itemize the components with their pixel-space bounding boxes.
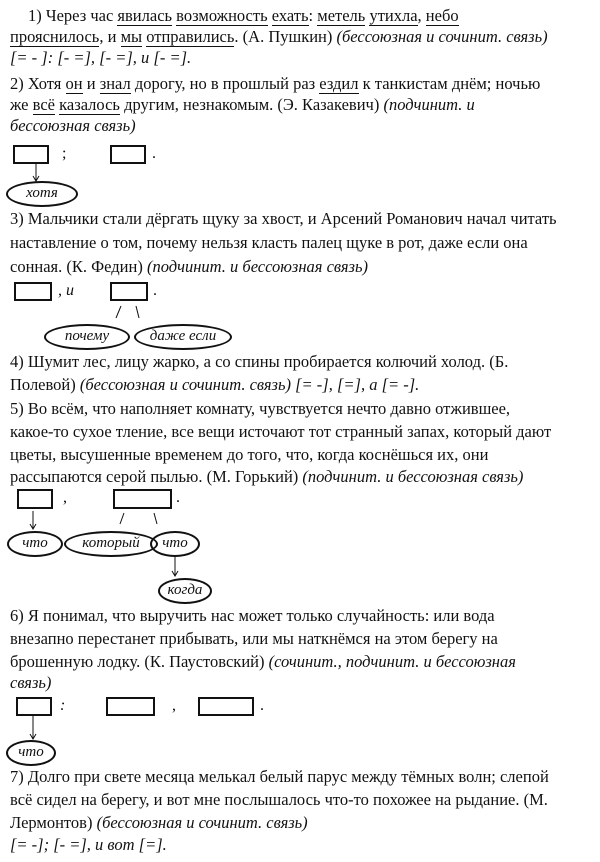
s1-subject: возможность [176, 6, 268, 25]
s5-arrow-head-1 [30, 524, 36, 529]
s5-comma: , [63, 489, 67, 506]
s5-line1: 5) Во всём, что наполняет комнату, чувствуется нечто давно отжившее, [10, 399, 511, 418]
s1-scheme: [= - ]: [- =], [- =], и [- =]. [10, 48, 192, 67]
s1-author: . (А. Пушкин) [234, 27, 333, 46]
s1-predicate-4: прояснилось [10, 27, 100, 46]
s2-predicate-2: ездил [319, 74, 359, 93]
s1-conj: , и [99, 27, 117, 46]
s2-text-4: же [10, 95, 29, 114]
s2-text: 2) Хотя [10, 74, 62, 93]
s2-subject-2: всё [32, 95, 55, 114]
s6-colon: : [60, 697, 66, 714]
s6-type: (сочинит., подчинит. и бессоюзная [268, 652, 516, 671]
s5-link-1 [120, 513, 124, 524]
s6-comma: , [172, 697, 176, 714]
s2-text-2: дорогу, но в прошлый раз [134, 74, 316, 93]
s1-type: (бессоюзная и сочинит. связь) [336, 27, 548, 46]
s1-predicate: явилась [117, 6, 173, 25]
s1-line1 [28, 6, 459, 26]
s6-line3 [10, 652, 516, 672]
s2-conj-oval: хотя [6, 181, 78, 207]
s6-clause-box-1 [16, 697, 52, 716]
s3-type: (подчинит. и бессоюзная связь) [146, 257, 368, 276]
s2-semicolon: ; [62, 145, 67, 162]
s3-line1: 3) Мальчики стали дёргать щуку за хвост, и Арсений Романович начал читать [10, 209, 557, 228]
s3-clause-box-2 [110, 282, 148, 301]
s4-scheme: (бессоюзная и сочинит. связь) [= -], [=], а [= -]. [79, 375, 420, 394]
s1-predicate-2: ехать [271, 6, 309, 25]
s2-text-3: к танкистам днём; ночью [362, 74, 541, 93]
s7-type: (бессоюзная и сочинит. связь) [96, 813, 308, 832]
s6-author: брошенную лодку. (К. Паустовский) [10, 652, 265, 671]
s7-line2: всё сидел на берегу, и вот мне послышалось что-то похожее на рыдание. (М. [10, 790, 548, 809]
s5-line4 [10, 467, 523, 487]
s2-line2 [10, 95, 475, 115]
s1-text: Через час [45, 6, 114, 25]
s4-line1: 4) Шумит лес, лицу жарко, а со спины пробирается колючий холод. (Б. [10, 352, 509, 371]
s7-line3 [10, 813, 308, 833]
s3-link-1 [116, 306, 121, 318]
s3-conj: , и [58, 282, 74, 299]
s6-period: . [260, 697, 264, 714]
s6-line2: внезапно перестанет прибывать, или мы наткнёмся на этом берегу на [10, 629, 498, 648]
s2-predicate-3: казалось [59, 95, 120, 114]
s3-line2: наставление о том, почему нельзя класть палец щуке в рот, даже если она [10, 233, 528, 252]
s2-author: другим, незнакомым. (Э. Казакевич) [124, 95, 380, 114]
s7-author: Лермонтов) [10, 813, 93, 832]
s5-author: рассыпаются серой пылью. (М. Горький) [10, 467, 299, 486]
s1-line2 [10, 27, 548, 47]
s3-line3 [10, 257, 368, 277]
s5-arrow-head-2 [172, 571, 178, 576]
s3-link-2 [136, 306, 139, 318]
s3-clause-box-1 [14, 282, 52, 301]
s2-clause-box-1 [13, 145, 49, 164]
s5-type: (подчинит. и бессоюзная связь) [302, 467, 524, 486]
s2-line1 [10, 74, 540, 94]
s1-subject-4: мы [120, 27, 143, 46]
s6-clause-box-2 [106, 697, 155, 716]
s6-line1: 6) Я понимал, что выручить нас может только случайность: или вода [10, 606, 495, 625]
s1-subject-3: небо [425, 6, 459, 25]
s5-link-2 [154, 513, 157, 524]
s2-subject: он [65, 74, 83, 93]
s6-conj-oval: что [6, 740, 56, 766]
s5-clause-box-2 [113, 489, 172, 509]
s3-conj-oval-1: почему [44, 324, 130, 350]
s2-period: . [152, 145, 156, 162]
s1-predicate-5: отправились [146, 27, 235, 46]
s1-predicate-3: утихла [369, 6, 418, 25]
s5-conj-oval-4: когда [158, 578, 212, 604]
s6-arrow-head [30, 734, 36, 739]
s5-line2: какое-то сухое тление, все вещи источают тот странный запах, который дают [10, 422, 552, 441]
s2-type-2: бессоюзная связь) [10, 116, 136, 135]
s5-line3: цветы, высушенные временем до того, что, когда коснёшься их, они [10, 445, 489, 464]
s1-subject-2: метель [317, 6, 366, 25]
s3-period: . [153, 282, 157, 299]
s1-colon: : [308, 6, 314, 25]
s5-conj-oval-2: который [64, 531, 158, 557]
s2-type: (подчинит. и [383, 95, 475, 114]
s5-period: . [176, 489, 180, 506]
s6-clause-box-3 [198, 697, 254, 716]
s6-type-2: связь) [10, 673, 52, 692]
s1-comma: , [417, 6, 422, 25]
s3-author: сонная. (К. Федин) [10, 257, 143, 276]
s2-predicate: знал [99, 74, 131, 93]
s7-line1: 7) Долго при свете месяца мелькал белый парус между тёмных волн; слепой [10, 767, 549, 786]
s2-clause-box-2 [110, 145, 146, 164]
s1-number: 1) [28, 6, 42, 25]
s5-conj-oval-1: что [7, 531, 63, 557]
s5-clause-box-1 [17, 489, 53, 509]
s2-particle: и [86, 74, 96, 93]
s3-conj-oval-2: даже если [134, 324, 232, 350]
s4-line2 [10, 375, 419, 395]
s4-author: Полевой) [10, 375, 76, 394]
s5-conj-oval-3: что [150, 531, 200, 557]
s7-scheme: [= -]; [- =], и вот [=]. [10, 835, 167, 854]
